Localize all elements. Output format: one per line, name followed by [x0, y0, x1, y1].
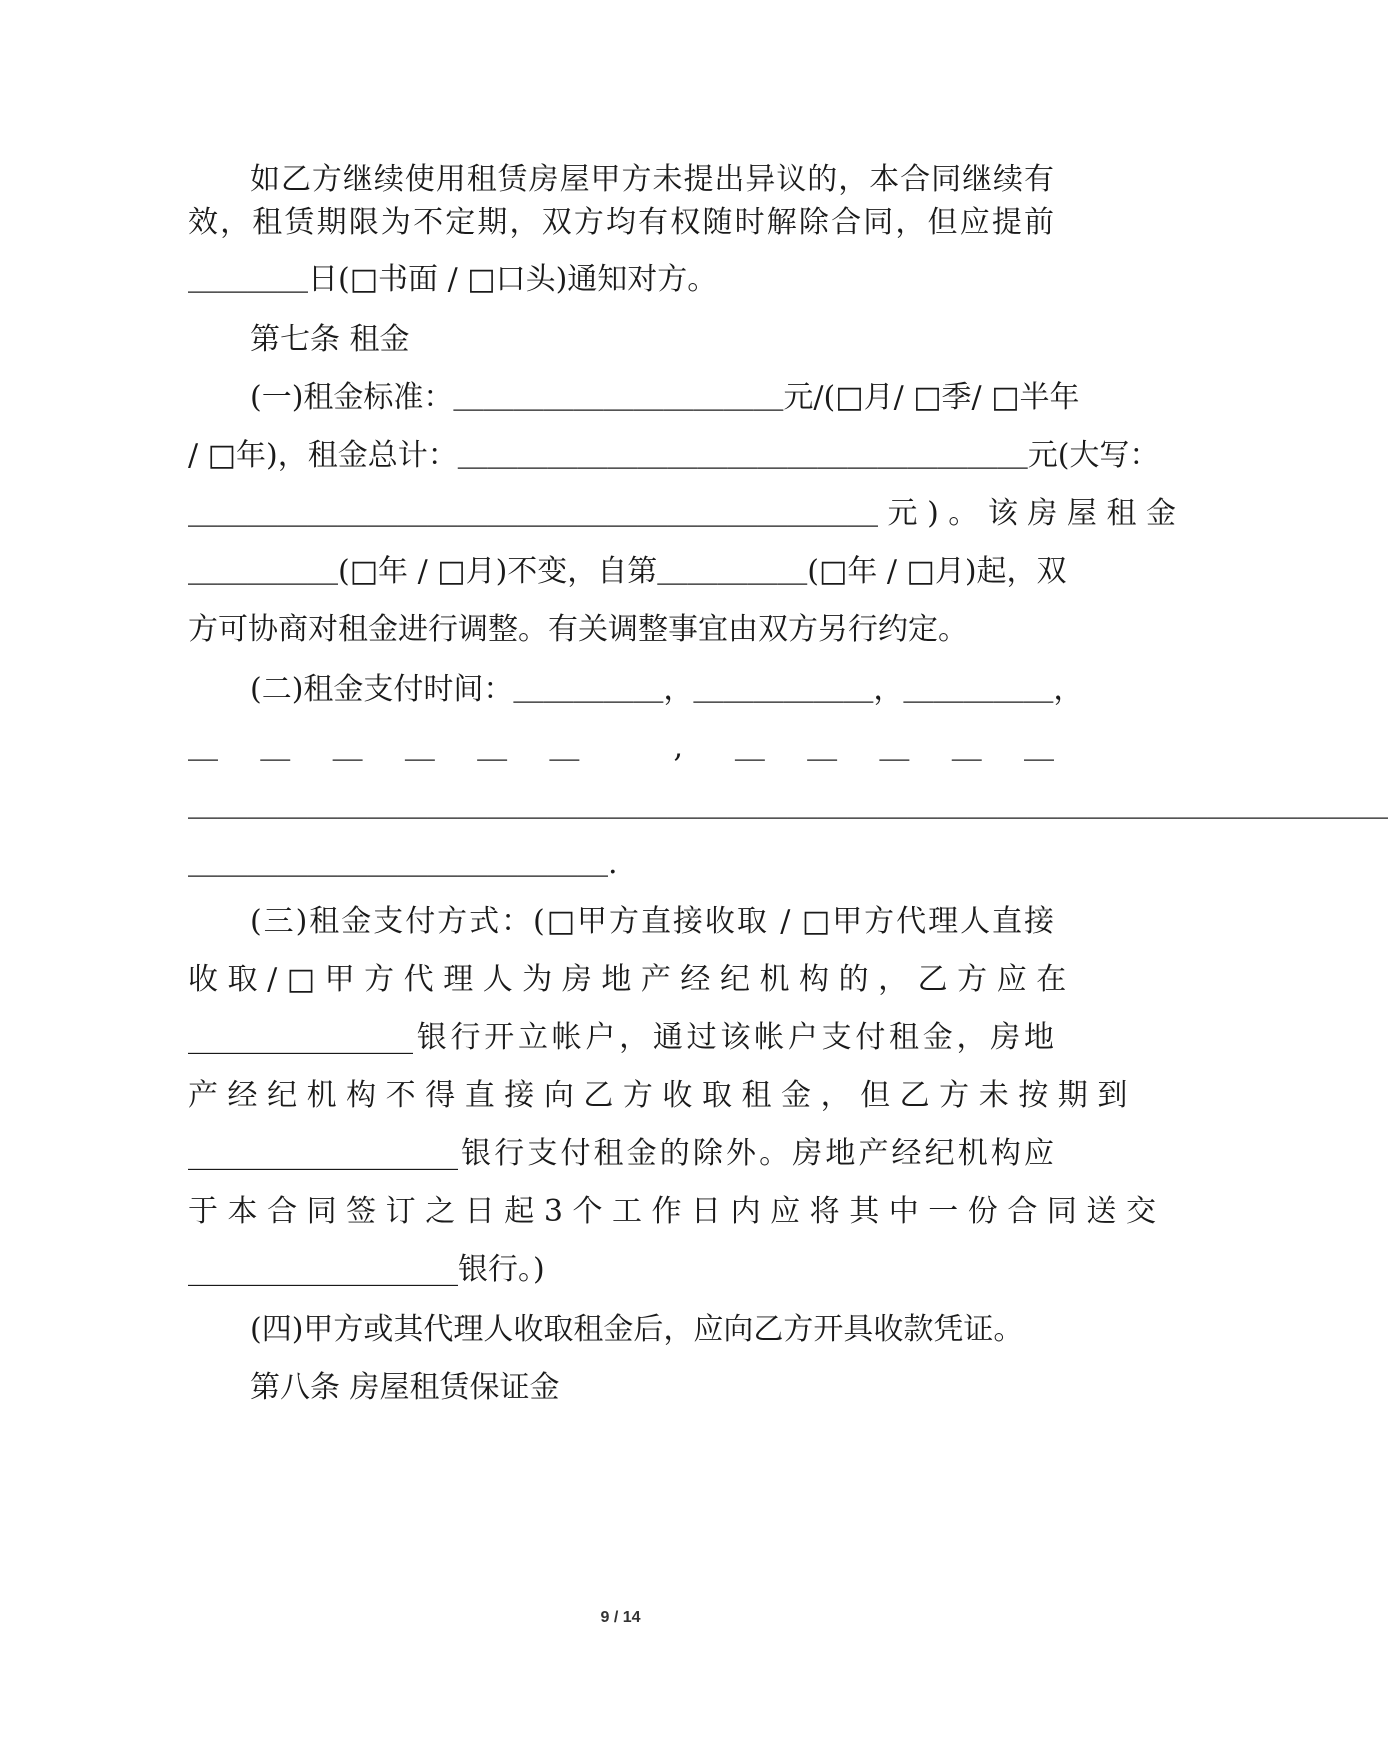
paragraph-line: 产 经 纪 机 构 不 得 直 接 向 乙 方 收 取 租 金 ， 但 乙 方 未 按 期 到	[188, 1078, 1128, 1113]
paragraph-line: (四)甲方或其代理人收取租金后，应向乙方开具收款凭证。	[250, 1312, 1024, 1347]
paragraph-line: ＿＿＿＿＿＿ , ＿＿＿＿＿	[188, 730, 1054, 765]
section-heading: 第八条 房屋租赁保证金	[250, 1370, 560, 1405]
paragraph-line: __________________银行。)	[188, 1252, 545, 1287]
paragraph-line: / □年)，租金总计：＿＿＿＿＿＿＿＿＿＿＿＿＿＿＿＿＿＿＿元(大写：	[188, 438, 1160, 473]
paragraph-line: (三)租金支付方式：(□甲方直接收取 / □甲方代理人直接	[250, 904, 1054, 939]
paragraph-line: _______________银行开立帐户，通过该帐户支付租金，房地	[188, 1020, 1054, 1055]
paragraph-line: 效，租赁期限为不定期，双方均有权随时解除合同，但应提前	[188, 205, 1054, 240]
page-number: 9 / 14	[600, 1609, 641, 1626]
paragraph-line: ＿＿＿＿＿＿＿＿＿＿＿＿＿＿.	[188, 846, 618, 881]
paragraph-line: 如乙方继续使用租赁房屋甲方未提出异议的，本合同继续有	[250, 162, 1054, 197]
paragraph-line: ＿＿＿＿＿＿＿＿＿＿＿＿＿＿＿＿＿＿＿＿＿＿＿ 元 ) 。 该 房 屋 租 金	[188, 496, 1176, 531]
paragraph-line: ＿＿＿＿日(□书面 / □口头)通知对方。	[188, 262, 718, 297]
paragraph-line: 于 本 合 同 签 订 之 日 起 3 个 工 作 日 内 应 将 其 中 一 份 合 同 送 交	[188, 1194, 1156, 1229]
paragraph-line: __________________银行支付租金的除外。房地产经纪机构应	[188, 1136, 1054, 1171]
paragraph-line: ＿＿＿＿＿＿＿＿＿＿＿＿＿＿＿＿＿＿＿＿＿＿＿＿＿＿＿＿＿＿＿＿＿＿＿＿＿＿＿＿	[188, 788, 1388, 823]
paragraph-line: (一)租金标准：＿＿＿＿＿＿＿＿＿＿＿元/(□月/ □季/ □半年	[250, 380, 1080, 415]
paragraph-line: (二)租金支付时间：＿＿＿＿＿，＿＿＿＿＿＿，＿＿＿＿＿，	[250, 672, 1084, 707]
paragraph-line: 收 取 / □ 甲 方 代 理 人 为 房 地 产 经 纪 机 构 的 ， 乙 方 应 在	[188, 962, 1067, 997]
section-heading: 第七条 租金	[250, 322, 410, 357]
paragraph-line: 方可协商对租金进行调整。有关调整事宜由双方另行约定。	[188, 612, 968, 647]
paragraph-line: ＿＿＿＿＿(□年 / □月)不变，自第＿＿＿＿＿(□年 / □月)起，双	[188, 554, 1067, 589]
